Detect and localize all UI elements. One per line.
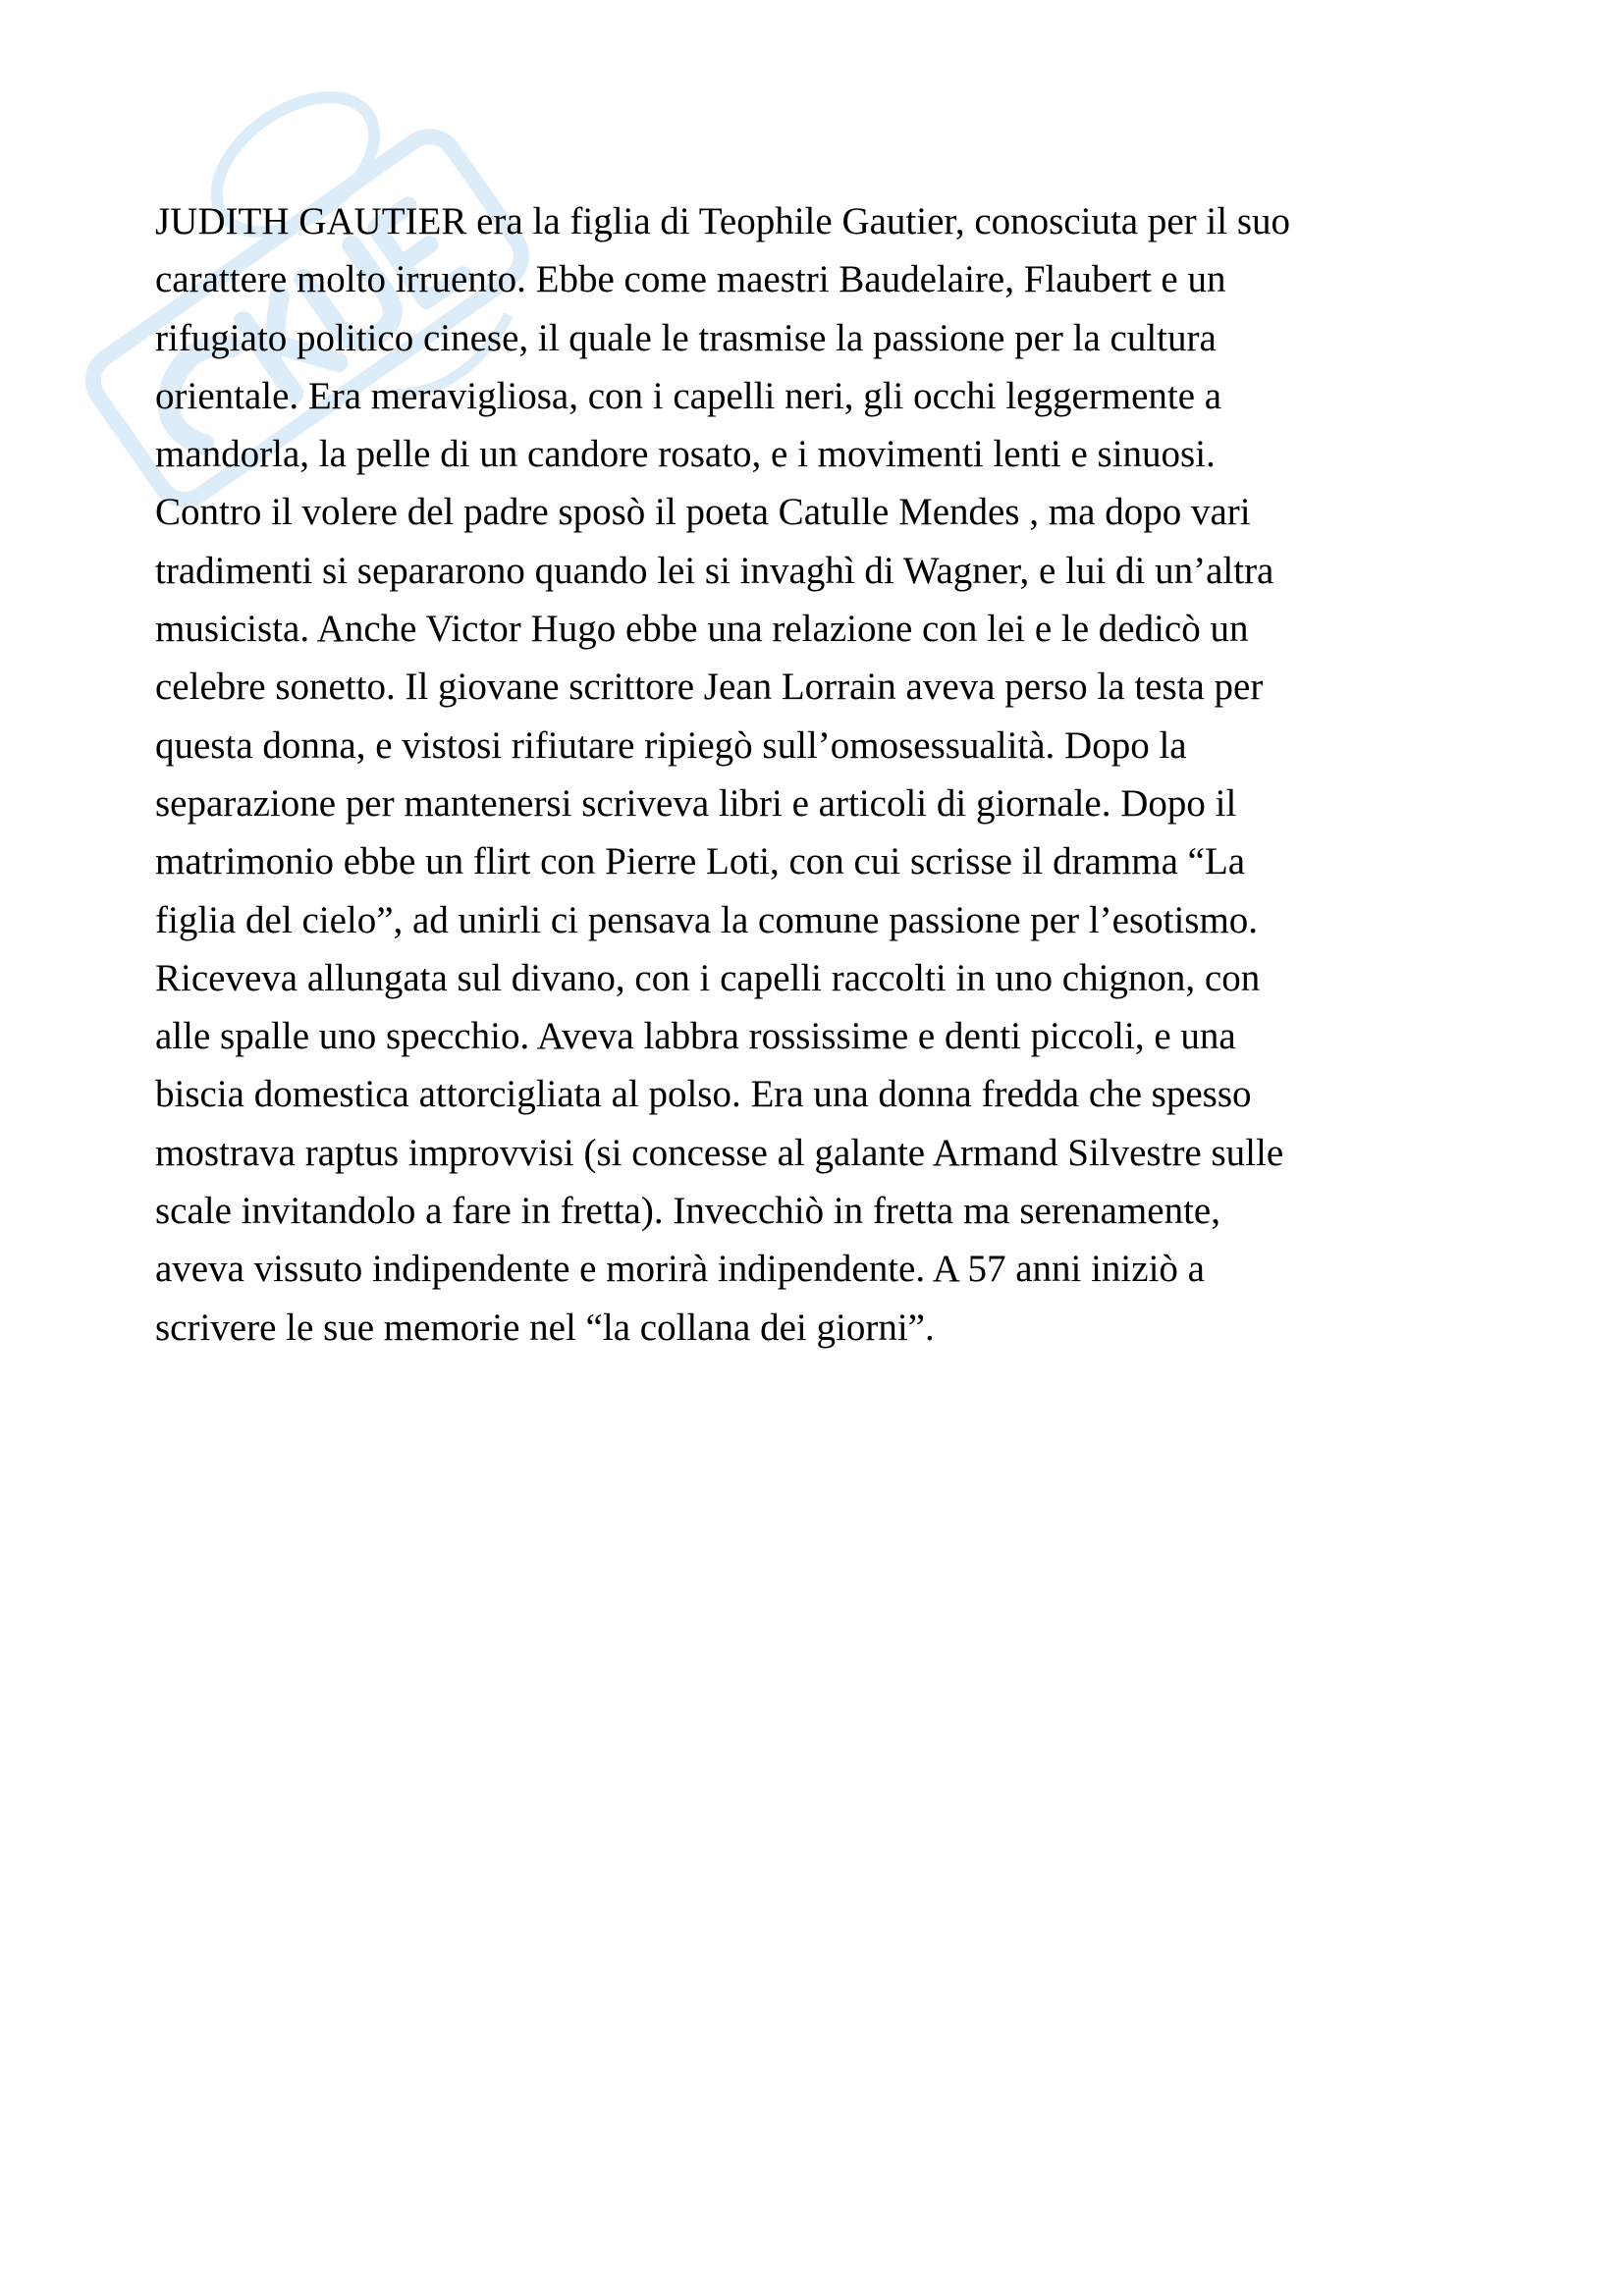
text-line: Riceveva allungata sul divano, con i capelli raccolti in uno chignon, con: [155, 956, 1261, 999]
text-line: orientale. Era meravigliosa, con i capelli neri, gli occhi leggermente a: [155, 374, 1222, 417]
text-line: matrimonio ebbe un flirt con Pierre Loti, con cui scrisse il dramma “La: [155, 840, 1246, 883]
text-line: aveva vissuto indipendente e morirà indipendente. A 57 anni iniziò a: [155, 1248, 1205, 1291]
text-line: tradimenti si separarono quando lei si invaghì di Wagner, e lui di un’altra: [155, 549, 1274, 592]
text-line: figlia del cielo”, ad unirli ci pensava la comune passione per l’esotismo.: [155, 898, 1259, 941]
text-line: mandorla, la pelle di un candore rosato, e i movimenti lenti e sinuosi.: [155, 433, 1216, 476]
text-line: scrivere le sue memorie nel “la collana dei giorni”.: [155, 1306, 935, 1349]
text-line: musicista. Anche Victor Hugo ebbe una relazione con lei e le dedicò un: [155, 608, 1249, 651]
text-line: Contro il volere del padre sposò il poeta Catulle Mendes , ma dopo vari: [155, 491, 1251, 534]
text-line: celebre sonetto. Il giovane scrittore Jean Lorrain aveva perso la testa per: [155, 666, 1264, 709]
body-text: [155, 192, 1490, 1357]
text-line: JUDITH GAUTIER era la figlia di Teophile Gautier, conosciuta per il suo: [155, 200, 1291, 242]
text-line: questa donna, e vistosi rifiutare ripiegò sull’omosessualità. Dopo la: [155, 723, 1187, 767]
text-line: separazione per mantenersi scriveva libri e articoli di giornale. Dopo il: [155, 781, 1237, 825]
text-line: rifugiato politico cinese, il quale le trasmise la passione per la cultura: [155, 316, 1217, 359]
text-line: mostrava raptus improvvisi (si concesse al galante Armand Silvestre sulle: [155, 1131, 1284, 1174]
text-line: carattere molto irruento. Ebbe come maestri Baudelaire, Flaubert e un: [155, 258, 1226, 301]
text-line: scale invitandolo a fare in fretta). Invecchiò in fretta ma serenamente,: [155, 1190, 1220, 1233]
text-line: alle spalle uno specchio. Aveva labbra rossissime e denti piccoli, e una: [155, 1015, 1236, 1058]
text-line: biscia domestica attorcigliata al polso. Era una donna fredda che spesso: [155, 1073, 1252, 1116]
